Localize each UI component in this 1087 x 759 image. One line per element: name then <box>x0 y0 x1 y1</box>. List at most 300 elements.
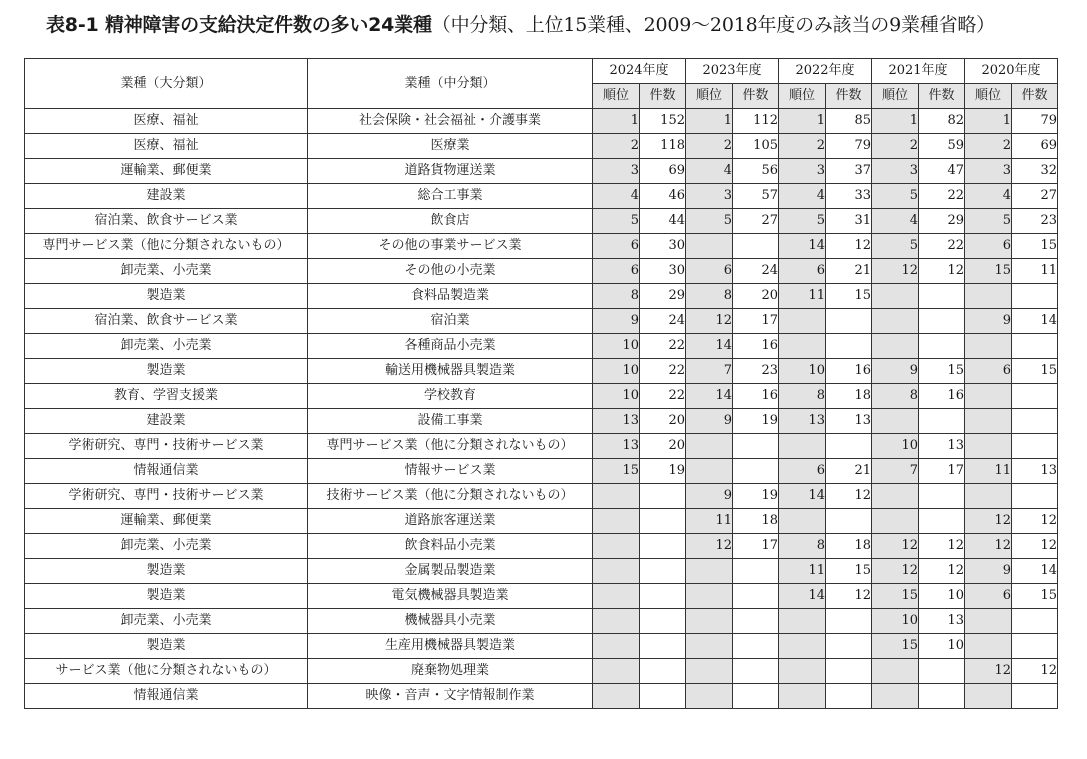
table-row <box>25 609 1058 634</box>
count-cell <box>1012 434 1058 459</box>
rank-cell: 6 <box>965 584 1012 609</box>
rank-cell: 4 <box>965 184 1012 209</box>
count-cell: 15 <box>1012 584 1058 609</box>
header-rank: 順位 <box>593 84 640 109</box>
table-row <box>25 159 1058 184</box>
count-cell: 12 <box>919 534 965 559</box>
count-cell: 17 <box>919 459 965 484</box>
rank-cell: 3 <box>686 184 733 209</box>
count-cell <box>1012 684 1058 709</box>
count-cell: 24 <box>733 259 779 284</box>
count-cell <box>826 334 872 359</box>
rank-cell <box>686 559 733 584</box>
rank-cell: 5 <box>686 209 733 234</box>
count-cell: 82 <box>919 109 965 134</box>
rank-cell <box>779 634 826 659</box>
count-cell <box>733 609 779 634</box>
count-cell: 19 <box>733 409 779 434</box>
rank-cell: 1 <box>593 109 640 134</box>
minor-category-cell: 飲食料品小売業 <box>308 534 593 559</box>
rank-cell <box>965 484 1012 509</box>
rank-cell: 11 <box>779 284 826 309</box>
rank-cell: 9 <box>686 409 733 434</box>
count-cell <box>1012 634 1058 659</box>
count-cell: 44 <box>640 209 686 234</box>
rank-cell: 10 <box>593 334 640 359</box>
rank-cell: 8 <box>779 384 826 409</box>
count-cell: 22 <box>640 334 686 359</box>
minor-category-cell: 情報サービス業 <box>308 459 593 484</box>
count-cell: 22 <box>640 359 686 384</box>
rank-cell: 9 <box>686 484 733 509</box>
minor-category-cell: 機械器具小売業 <box>308 609 593 634</box>
count-cell <box>733 659 779 684</box>
rank-cell: 11 <box>779 559 826 584</box>
rank-cell: 12 <box>872 534 919 559</box>
table-row <box>25 459 1058 484</box>
count-cell: 12 <box>826 584 872 609</box>
major-category-cell: 学術研究、専門・技術サービス業 <box>25 434 308 459</box>
minor-category-cell: 宿泊業 <box>308 309 593 334</box>
count-cell <box>1012 284 1058 309</box>
count-cell: 10 <box>919 584 965 609</box>
count-cell: 105 <box>733 134 779 159</box>
major-category-cell: 卸売業、小売業 <box>25 609 308 634</box>
count-cell <box>733 459 779 484</box>
rank-cell <box>965 434 1012 459</box>
count-cell <box>826 634 872 659</box>
rank-cell <box>686 584 733 609</box>
header-minor-category: 業種（中分類） <box>308 59 593 109</box>
table-row <box>25 334 1058 359</box>
rank-cell: 12 <box>965 509 1012 534</box>
rank-cell <box>965 409 1012 434</box>
rank-cell: 9 <box>965 309 1012 334</box>
count-cell: 14 <box>1012 309 1058 334</box>
rank-cell: 6 <box>965 234 1012 259</box>
major-category-cell: 情報通信業 <box>25 684 308 709</box>
rank-cell <box>779 684 826 709</box>
major-category-cell: 学術研究、専門・技術サービス業 <box>25 484 308 509</box>
header-rank: 順位 <box>779 84 826 109</box>
rank-cell: 9 <box>965 559 1012 584</box>
minor-category-cell: 廃棄物処理業 <box>308 659 593 684</box>
rank-cell: 2 <box>965 134 1012 159</box>
count-cell: 13 <box>826 409 872 434</box>
rank-cell: 6 <box>593 259 640 284</box>
count-cell: 30 <box>640 259 686 284</box>
count-cell: 15 <box>826 559 872 584</box>
minor-category-cell: 電気機械器具製造業 <box>308 584 593 609</box>
rank-cell: 5 <box>593 209 640 234</box>
count-cell <box>640 634 686 659</box>
rank-cell: 5 <box>872 184 919 209</box>
table-row <box>25 384 1058 409</box>
count-cell: 79 <box>826 134 872 159</box>
rank-cell: 4 <box>593 184 640 209</box>
rank-cell <box>686 634 733 659</box>
count-cell: 12 <box>826 484 872 509</box>
rank-cell <box>593 684 640 709</box>
rank-cell <box>965 284 1012 309</box>
rank-cell: 14 <box>686 334 733 359</box>
count-cell <box>733 584 779 609</box>
rank-cell <box>872 284 919 309</box>
major-category-cell: 製造業 <box>25 359 308 384</box>
count-cell <box>1012 609 1058 634</box>
count-cell: 56 <box>733 159 779 184</box>
rank-cell: 1 <box>872 109 919 134</box>
rank-cell <box>686 609 733 634</box>
table-row <box>25 109 1058 134</box>
minor-category-cell: 社会保険・社会福祉・介護事業 <box>308 109 593 134</box>
table-row <box>25 584 1058 609</box>
count-cell: 22 <box>919 184 965 209</box>
major-category-cell: 医療、福祉 <box>25 134 308 159</box>
header-year: 2021年度 <box>872 59 965 84</box>
header-count: 件数 <box>919 84 965 109</box>
count-cell <box>640 609 686 634</box>
count-cell: 17 <box>733 534 779 559</box>
count-cell: 12 <box>1012 659 1058 684</box>
count-cell <box>826 684 872 709</box>
count-cell <box>640 584 686 609</box>
rank-cell: 10 <box>872 434 919 459</box>
rank-cell: 14 <box>779 584 826 609</box>
rank-cell <box>965 634 1012 659</box>
major-category-cell: 卸売業、小売業 <box>25 534 308 559</box>
header-year: 2022年度 <box>779 59 872 84</box>
count-cell <box>826 509 872 534</box>
count-cell: 59 <box>919 134 965 159</box>
header-count: 件数 <box>640 84 686 109</box>
count-cell <box>1012 409 1058 434</box>
rank-cell <box>779 334 826 359</box>
table-row <box>25 409 1058 434</box>
major-category-cell: 専門サービス業（他に分類されないもの） <box>25 234 308 259</box>
rank-cell: 12 <box>965 534 1012 559</box>
table-row <box>25 184 1058 209</box>
count-cell <box>1012 484 1058 509</box>
rank-cell <box>872 509 919 534</box>
minor-category-cell: その他の事業サービス業 <box>308 234 593 259</box>
count-cell: 18 <box>733 509 779 534</box>
rank-cell: 3 <box>965 159 1012 184</box>
rank-cell: 14 <box>779 234 826 259</box>
rank-cell: 9 <box>872 359 919 384</box>
count-cell: 21 <box>826 459 872 484</box>
minor-category-cell: 総合工事業 <box>308 184 593 209</box>
count-cell: 16 <box>733 334 779 359</box>
count-cell <box>919 284 965 309</box>
count-cell <box>826 309 872 334</box>
rank-cell: 6 <box>779 459 826 484</box>
table-row <box>25 634 1058 659</box>
minor-category-cell: 金属製品製造業 <box>308 559 593 584</box>
rank-cell <box>593 584 640 609</box>
table-row <box>25 659 1058 684</box>
rank-cell: 6 <box>965 359 1012 384</box>
rank-cell <box>686 434 733 459</box>
count-cell: 20 <box>733 284 779 309</box>
count-cell: 15 <box>1012 234 1058 259</box>
count-cell: 11 <box>1012 259 1058 284</box>
count-cell: 16 <box>919 384 965 409</box>
rank-cell: 15 <box>872 584 919 609</box>
major-category-cell: 製造業 <box>25 559 308 584</box>
count-cell: 12 <box>919 559 965 584</box>
rank-cell: 11 <box>965 459 1012 484</box>
count-cell <box>826 659 872 684</box>
rank-cell: 8 <box>779 534 826 559</box>
header-year: 2024年度 <box>593 59 686 84</box>
rank-cell: 10 <box>593 359 640 384</box>
count-cell: 21 <box>826 259 872 284</box>
count-cell: 69 <box>640 159 686 184</box>
minor-category-cell: 輸送用機械器具製造業 <box>308 359 593 384</box>
ranking-table <box>24 58 1058 709</box>
header-rank: 順位 <box>686 84 733 109</box>
major-category-cell: 教育、学習支援業 <box>25 384 308 409</box>
count-cell <box>919 509 965 534</box>
count-cell <box>1012 384 1058 409</box>
count-cell <box>919 334 965 359</box>
rank-cell: 12 <box>686 309 733 334</box>
minor-category-cell: 各種商品小売業 <box>308 334 593 359</box>
rank-cell <box>593 609 640 634</box>
count-cell <box>919 309 965 334</box>
rank-cell <box>872 484 919 509</box>
rank-cell: 2 <box>872 134 919 159</box>
table-row <box>25 134 1058 159</box>
rank-cell: 13 <box>779 409 826 434</box>
rank-cell: 12 <box>965 659 1012 684</box>
table-body <box>25 109 1058 709</box>
count-cell: 27 <box>1012 184 1058 209</box>
count-cell <box>640 559 686 584</box>
rank-cell: 2 <box>779 134 826 159</box>
minor-category-cell: 学校教育 <box>308 384 593 409</box>
rank-cell: 5 <box>872 234 919 259</box>
major-category-cell: 運輸業、郵便業 <box>25 159 308 184</box>
minor-category-cell: 映像・音声・文字情報制作業 <box>308 684 593 709</box>
count-cell: 57 <box>733 184 779 209</box>
count-cell <box>733 559 779 584</box>
count-cell: 30 <box>640 234 686 259</box>
count-cell: 31 <box>826 209 872 234</box>
count-cell: 12 <box>826 234 872 259</box>
count-cell: 16 <box>826 359 872 384</box>
rank-cell <box>779 309 826 334</box>
count-cell: 20 <box>640 434 686 459</box>
count-cell: 12 <box>1012 534 1058 559</box>
minor-category-cell: 設備工事業 <box>308 409 593 434</box>
rank-cell: 6 <box>686 259 733 284</box>
rank-cell: 8 <box>872 384 919 409</box>
count-cell <box>919 684 965 709</box>
rank-cell: 3 <box>593 159 640 184</box>
rank-cell <box>872 334 919 359</box>
rank-cell: 12 <box>872 559 919 584</box>
count-cell: 24 <box>640 309 686 334</box>
minor-category-cell: 生産用機械器具製造業 <box>308 634 593 659</box>
count-cell: 17 <box>733 309 779 334</box>
major-category-cell: 建設業 <box>25 184 308 209</box>
count-cell <box>919 659 965 684</box>
major-category-cell: 医療、福祉 <box>25 109 308 134</box>
count-cell <box>640 509 686 534</box>
rank-cell: 12 <box>872 259 919 284</box>
count-cell: 12 <box>919 259 965 284</box>
major-category-cell: 製造業 <box>25 634 308 659</box>
count-cell: 23 <box>1012 209 1058 234</box>
major-category-cell: 卸売業、小売業 <box>25 334 308 359</box>
rank-cell <box>686 684 733 709</box>
table-row <box>25 259 1058 284</box>
rank-cell: 4 <box>779 184 826 209</box>
table-row <box>25 484 1058 509</box>
count-cell <box>733 234 779 259</box>
rank-cell <box>872 409 919 434</box>
table-row <box>25 509 1058 534</box>
header-count: 件数 <box>1012 84 1058 109</box>
count-cell: 23 <box>733 359 779 384</box>
count-cell: 22 <box>640 384 686 409</box>
header-rank: 順位 <box>872 84 919 109</box>
rank-cell: 11 <box>686 509 733 534</box>
rank-cell <box>779 434 826 459</box>
count-cell: 12 <box>1012 509 1058 534</box>
major-category-cell: 建設業 <box>25 409 308 434</box>
rank-cell <box>686 659 733 684</box>
rank-cell: 10 <box>779 359 826 384</box>
rank-cell: 15 <box>872 634 919 659</box>
count-cell: 19 <box>733 484 779 509</box>
table-row <box>25 284 1058 309</box>
rank-cell: 8 <box>593 284 640 309</box>
count-cell: 15 <box>1012 359 1058 384</box>
count-cell: 29 <box>640 284 686 309</box>
count-cell: 46 <box>640 184 686 209</box>
count-cell: 13 <box>1012 459 1058 484</box>
major-category-cell: 情報通信業 <box>25 459 308 484</box>
rank-cell: 14 <box>686 384 733 409</box>
count-cell: 152 <box>640 109 686 134</box>
count-cell <box>640 534 686 559</box>
count-cell: 79 <box>1012 109 1058 134</box>
header-year: 2023年度 <box>686 59 779 84</box>
header-rank: 順位 <box>965 84 1012 109</box>
count-cell: 85 <box>826 109 872 134</box>
count-cell: 112 <box>733 109 779 134</box>
major-category-cell: 宿泊業、飲食サービス業 <box>25 309 308 334</box>
rank-cell <box>593 509 640 534</box>
count-cell: 13 <box>919 609 965 634</box>
minor-category-cell: 飲食店 <box>308 209 593 234</box>
major-category-cell: 宿泊業、飲食サービス業 <box>25 209 308 234</box>
rank-cell <box>593 534 640 559</box>
count-cell <box>919 409 965 434</box>
count-cell: 27 <box>733 209 779 234</box>
minor-category-cell: 道路貨物運送業 <box>308 159 593 184</box>
rank-cell: 2 <box>686 134 733 159</box>
minor-category-cell: 食料品製造業 <box>308 284 593 309</box>
rank-cell: 6 <box>779 259 826 284</box>
count-cell <box>733 634 779 659</box>
count-cell <box>826 609 872 634</box>
count-cell: 20 <box>640 409 686 434</box>
table-row <box>25 684 1058 709</box>
major-category-cell: 製造業 <box>25 584 308 609</box>
rank-cell <box>686 459 733 484</box>
rank-cell: 6 <box>593 234 640 259</box>
count-cell <box>733 434 779 459</box>
rank-cell <box>779 509 826 534</box>
rank-cell: 5 <box>965 209 1012 234</box>
rank-cell: 15 <box>965 259 1012 284</box>
rank-cell: 3 <box>872 159 919 184</box>
count-cell: 29 <box>919 209 965 234</box>
rank-cell: 13 <box>593 409 640 434</box>
rank-cell <box>872 659 919 684</box>
rank-cell: 2 <box>593 134 640 159</box>
rank-cell: 9 <box>593 309 640 334</box>
rank-cell <box>965 384 1012 409</box>
rank-cell <box>872 684 919 709</box>
count-cell: 18 <box>826 534 872 559</box>
count-cell: 118 <box>640 134 686 159</box>
title-note: （中分類、上位15業種、2009〜2018年度のみ該当の9業種省略） <box>431 14 995 36</box>
rank-cell: 4 <box>872 209 919 234</box>
rank-cell <box>965 609 1012 634</box>
count-cell: 16 <box>733 384 779 409</box>
table-row <box>25 434 1058 459</box>
rank-cell <box>593 559 640 584</box>
rank-cell <box>965 334 1012 359</box>
minor-category-cell: その他の小売業 <box>308 259 593 284</box>
minor-category-cell: 専門サービス業（他に分類されないもの） <box>308 434 593 459</box>
minor-category-cell: 道路旅客運送業 <box>308 509 593 534</box>
rank-cell: 10 <box>872 609 919 634</box>
count-cell <box>1012 334 1058 359</box>
rank-cell <box>686 234 733 259</box>
rank-cell <box>779 659 826 684</box>
count-cell <box>919 484 965 509</box>
count-cell: 47 <box>919 159 965 184</box>
count-cell <box>640 484 686 509</box>
count-cell <box>826 434 872 459</box>
table-row <box>25 559 1058 584</box>
rank-cell <box>965 684 1012 709</box>
count-cell: 13 <box>919 434 965 459</box>
header-count: 件数 <box>826 84 872 109</box>
header-year: 2020年度 <box>965 59 1058 84</box>
rank-cell: 12 <box>686 534 733 559</box>
rank-cell: 14 <box>779 484 826 509</box>
rank-cell: 7 <box>872 459 919 484</box>
major-category-cell: 運輸業、郵便業 <box>25 509 308 534</box>
minor-category-cell: 技術サービス業（他に分類されないもの） <box>308 484 593 509</box>
rank-cell <box>593 484 640 509</box>
count-cell: 19 <box>640 459 686 484</box>
header-major-category: 業種（大分類） <box>25 59 308 109</box>
rank-cell: 13 <box>593 434 640 459</box>
count-cell: 15 <box>919 359 965 384</box>
rank-cell <box>593 659 640 684</box>
count-cell: 15 <box>826 284 872 309</box>
major-category-cell: 製造業 <box>25 284 308 309</box>
title-main: 表8-1 精神障害の支給決定件数の多い24業種 <box>46 14 432 36</box>
